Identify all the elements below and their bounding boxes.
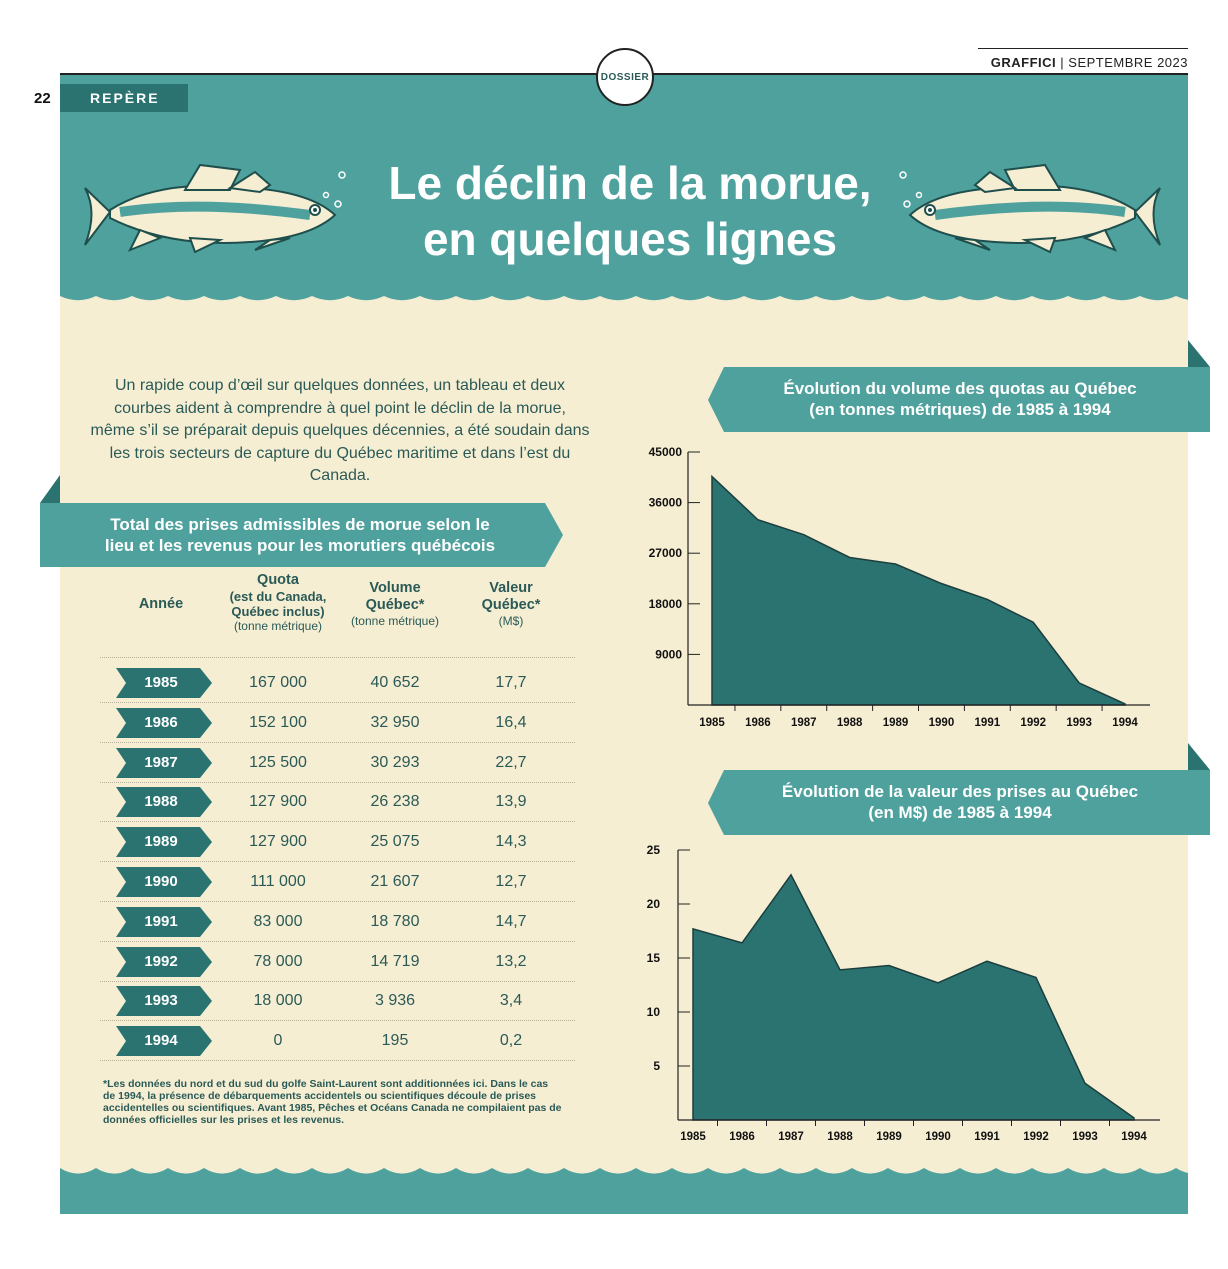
year-tag bbox=[116, 827, 212, 857]
value-cell: 13,2 bbox=[495, 952, 527, 970]
volume-title: Volume Québec* bbox=[365, 580, 425, 613]
y-tick-label: 20 bbox=[646, 897, 660, 911]
value-cell: 0,2 bbox=[499, 1032, 523, 1050]
table-row bbox=[100, 822, 575, 862]
table-title-line-1: Total des prises admissibles de morue selon le bbox=[110, 515, 490, 534]
table-title-line-2: lieu et les revenus pour les morutiers québécois bbox=[104, 536, 496, 555]
x-tick-label: 1991 bbox=[974, 1131, 1000, 1143]
x-tick-label: 1988 bbox=[836, 717, 863, 729]
y-tick-label: 36000 bbox=[648, 495, 682, 510]
x-tick-label: 1987 bbox=[778, 1131, 804, 1143]
x-tick-label: 1989 bbox=[882, 717, 909, 729]
table-row bbox=[100, 902, 575, 942]
volume-cell: 40 652 bbox=[370, 674, 420, 691]
col-header-year-label: Année bbox=[138, 596, 184, 612]
page-title bbox=[300, 155, 960, 267]
x-tick-label: 1992 bbox=[1023, 1131, 1049, 1143]
value-cell: 14,3 bbox=[495, 833, 527, 851]
year-cell: 1990 bbox=[144, 873, 178, 890]
chart1-title-line-1: Évolution du volume des quotas au Québec bbox=[783, 379, 1137, 398]
year-tag bbox=[116, 1026, 212, 1056]
year-cell: 1993 bbox=[144, 992, 178, 1010]
table-row bbox=[100, 862, 575, 902]
quota-cell: 0 bbox=[273, 1032, 283, 1050]
x-tick-label: 1990 bbox=[928, 717, 955, 729]
publication-header bbox=[991, 55, 1188, 70]
chart2-title bbox=[720, 781, 1200, 823]
header-separator: | bbox=[1060, 55, 1065, 70]
x-tick-label: 1992 bbox=[1020, 717, 1047, 729]
header-divider bbox=[100, 657, 575, 658]
x-tick-label: 1987 bbox=[790, 717, 817, 729]
x-tick-label: 1985 bbox=[699, 717, 725, 729]
value-title: Valeur Québec* bbox=[481, 580, 541, 613]
quota-cell: 127 900 bbox=[249, 833, 307, 851]
year-cell: 1985 bbox=[144, 674, 178, 691]
x-tick-label: 1986 bbox=[745, 717, 771, 729]
year-cell: 1986 bbox=[144, 713, 178, 731]
x-tick-label: 1988 bbox=[827, 1131, 853, 1143]
table-row bbox=[100, 703, 575, 743]
value-unit: (M$) bbox=[498, 614, 524, 628]
col-header-quota bbox=[218, 572, 338, 633]
year-tag bbox=[116, 668, 212, 698]
area-series bbox=[693, 875, 1134, 1120]
volume-cell: 3 936 bbox=[374, 992, 416, 1010]
table-row bbox=[100, 743, 575, 783]
year-tag bbox=[116, 708, 212, 738]
volume-cell: 14 719 bbox=[370, 952, 420, 970]
quota-sub: (est du Canada, Québec inclus) bbox=[229, 589, 327, 619]
wave-divider-bottom bbox=[60, 1160, 1188, 1180]
title-line-1: Le déclin de la morue, bbox=[388, 157, 872, 209]
y-tick-label: 18000 bbox=[648, 596, 682, 611]
y-tick-label: 25 bbox=[646, 843, 660, 857]
year-cell: 1992 bbox=[144, 952, 178, 970]
y-tick-label: 27000 bbox=[648, 546, 682, 561]
quota-cell: 83 000 bbox=[253, 912, 303, 930]
intro-paragraph: Un rapide coup d’œil sur quelques données, un tableau et deux courbes aident à comprendre à quel point le déclin de la morue, même s’il se préparait depuis quelques décennies, a été soudain dans les trois secteurs de capture du Québec maritime et dans l’est du Canada. bbox=[90, 377, 590, 484]
x-tick-label: 1994 bbox=[1112, 717, 1138, 729]
x-tick-label: 1989 bbox=[876, 1131, 902, 1143]
table-footnote: *Les données du nord et du sud du golfe Saint-Laurent sont additionnées ici. Dans le cas de 1994, la présence de débarquements accidentels ou scientifiques découle de prises accidentelles ou scientifiques. Avant 1985, Pêches et Océans Canada ne compilaient pas de données officielles sur les prises et les revenus. bbox=[103, 1078, 562, 1126]
year-cell: 1994 bbox=[144, 1032, 178, 1050]
y-tick-label: 45000 bbox=[648, 445, 682, 459]
page-number: 22 bbox=[34, 90, 51, 107]
quota-cell: 127 900 bbox=[249, 793, 307, 811]
value-cell: 16,4 bbox=[495, 713, 527, 731]
year-cell: 1989 bbox=[144, 833, 178, 851]
chart2-title-line-1: Évolution de la valeur des prises au Québec bbox=[781, 782, 1139, 801]
x-tick-label: 1993 bbox=[1066, 717, 1092, 729]
value-cell: 14,7 bbox=[495, 912, 527, 930]
volume-cell: 25 075 bbox=[370, 833, 420, 851]
table-row bbox=[100, 663, 575, 703]
y-tick-label: 5 bbox=[653, 1059, 660, 1073]
quota-cell: 78 000 bbox=[253, 952, 303, 970]
quota-cell: 18 000 bbox=[253, 992, 303, 1010]
value-cell: 13,9 bbox=[495, 793, 527, 811]
value-cell: 12,7 bbox=[495, 873, 527, 890]
value-cell: 3,4 bbox=[499, 992, 523, 1010]
x-tick-label: 1993 bbox=[1072, 1131, 1098, 1143]
year-cell: 1987 bbox=[144, 753, 178, 771]
volume-cell: 26 238 bbox=[370, 793, 420, 811]
volume-cell: 30 293 bbox=[370, 753, 420, 771]
volume-cell: 18 780 bbox=[370, 912, 420, 930]
year-cell: 1988 bbox=[144, 793, 178, 811]
quota-cell: 125 500 bbox=[249, 753, 307, 771]
table-row bbox=[100, 782, 575, 822]
value-area-chart bbox=[620, 840, 1160, 1150]
row-divider bbox=[100, 1060, 575, 1061]
y-tick-label: 9000 bbox=[655, 647, 682, 662]
volume-cell: 21 607 bbox=[370, 873, 420, 890]
chart1-title bbox=[720, 378, 1200, 420]
y-tick-label: 10 bbox=[646, 1005, 660, 1019]
quota-cell: 152 100 bbox=[249, 713, 307, 731]
x-tick-label: 1991 bbox=[974, 717, 1001, 729]
table-row bbox=[100, 981, 575, 1021]
quota-title: Quota bbox=[257, 572, 299, 588]
brand-name: GRAFFICI bbox=[990, 55, 1057, 70]
wave-divider-top bbox=[60, 290, 1188, 310]
year-tag bbox=[116, 787, 212, 817]
year-tag bbox=[116, 947, 212, 977]
area-series bbox=[712, 476, 1125, 705]
year-tag bbox=[116, 907, 212, 937]
volume-unit: (tonne métrique) bbox=[350, 614, 440, 628]
issue-date: SEPTEMBRE 2023 bbox=[1068, 55, 1188, 70]
table-row bbox=[100, 942, 575, 982]
quota-unit: (tonne métrique) bbox=[233, 619, 323, 633]
x-tick-label: 1990 bbox=[925, 1131, 951, 1143]
y-tick-label: 15 bbox=[646, 951, 660, 965]
table-title bbox=[60, 514, 540, 556]
title-line-2: en quelques lignes bbox=[422, 213, 838, 265]
table-row bbox=[100, 1021, 575, 1061]
year-tag bbox=[116, 986, 212, 1016]
x-tick-label: 1986 bbox=[729, 1131, 755, 1143]
chart1-title-line-2: (en tonnes métriques) de 1985 à 1994 bbox=[809, 400, 1111, 419]
quota-cell: 111 000 bbox=[250, 873, 306, 890]
footer-band bbox=[60, 1180, 1188, 1214]
section-tag: REPÈRE bbox=[60, 84, 188, 112]
header-rule bbox=[978, 48, 1188, 49]
dossier-badge: DOSSIER bbox=[596, 48, 654, 106]
volume-area-chart bbox=[620, 440, 1160, 740]
value-cell: 22,7 bbox=[495, 753, 527, 771]
col-header-year bbox=[116, 596, 206, 613]
volume-cell: 195 bbox=[381, 1032, 409, 1050]
volume-cell: 32 950 bbox=[370, 713, 420, 731]
year-tag bbox=[116, 867, 212, 897]
quota-cell: 167 000 bbox=[249, 674, 307, 691]
year-cell: 1991 bbox=[144, 912, 178, 930]
x-tick-label: 1994 bbox=[1121, 1131, 1147, 1143]
col-header-value bbox=[466, 580, 556, 628]
col-header-volume bbox=[345, 580, 445, 628]
year-tag bbox=[116, 748, 212, 778]
value-cell: 17,7 bbox=[495, 674, 527, 691]
chart2-title-line-2: (en M$) de 1985 à 1994 bbox=[868, 803, 1052, 822]
x-tick-label: 1985 bbox=[680, 1131, 706, 1143]
